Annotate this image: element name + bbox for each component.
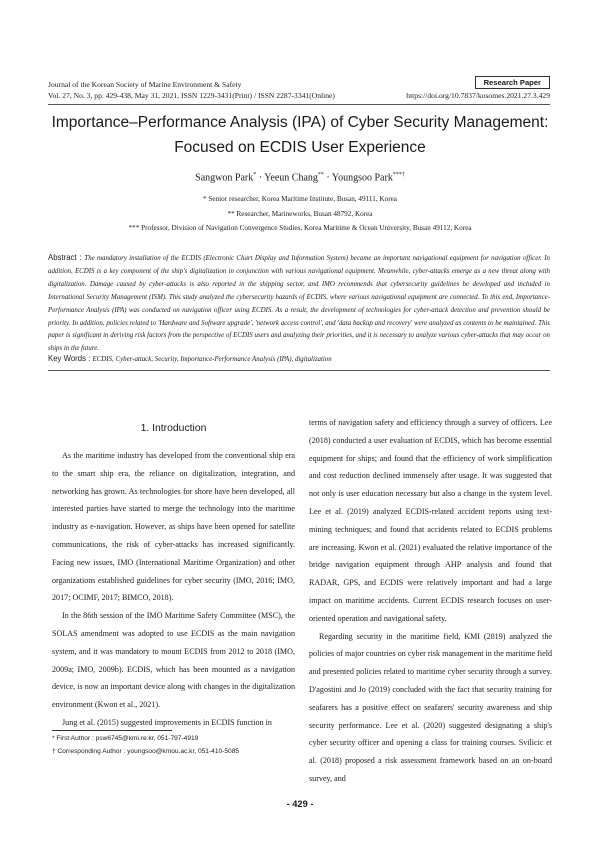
affiliation-3: *** Professor, Division of Navigation Convergence Studies, Korea Maritime & Ocean University, Busan 49112, Korea [128,224,472,232]
section-heading: 1. Introduction [140,423,207,434]
paper-title [30,110,570,160]
author-3: Youngsoo Park [331,172,393,184]
abstract-divider [48,370,550,371]
doi-link[interactable]: https://doi.org/10.7837/kosomes.2021.27.3.429 [406,91,550,100]
footnote-corresponding-author: † Corresponding Author : youngsoo@kmou.ac.kr, 051-410-5085 [52,748,240,755]
abstract-label: Abstract : [48,253,85,262]
author-separator: · [256,172,265,184]
journal-name: Journal of the Korean Society of Marine Environment & Safety [48,80,242,89]
author-2-mark: ** [317,172,324,178]
paragraph: As the maritime industry has developed from the conventional ship era to the smart ship era, the reliance on digitalization, integration, and networking has grown. As technologies for shore have been developed, all interested parties have started to merge the technology into the maritime industry as e-navigation. However, as ships have been opened for satellite communications, the risk of cyber-attacks has increased significantly. Facing new issues, IMO (International Maritime Organization) and other organizations established guidelines for cyber security (IMO, 2016; IMO, 2017; OCIMF, 2017; BIMCO, 2018). [52,451,295,603]
affiliation-1: * Senior researcher, Korea Maritime Institute, Busan, 49111, Korea [203,195,397,203]
author-3-mark: ***† [392,172,405,178]
affiliation-2: ** Researcher, Marineworks, Busan 48792, Korea [227,210,373,218]
paragraph: Regarding security in the maritime field, KMI (2019) analyzed the policies of major countries on cyber risk management in the maritime field and presented policies related to maritime cyber security through a survey. D'agostini and Jo (2019) concluded with the fact that security training for seafarers has a positive effect on seafarers' security awareness and ship security performance. Lee et al. (2020) suggested designating a ship's cyber security officer and opening a class for training courses. Svilicic et al. (2018) proposed a risk assessment framework based on an on-board survey, and [309,631,552,783]
keywords [48,354,550,363]
paragraph: In the 86th session of the IMO Maritime Safety Committee (MSC), the SOLAS amendment was adopted to use ECDIS as the main navigation system, and it was mandatory to mount ECDIS from 2012 to 2018 (IMO, 2009a; IMO, 2009b). ECDIS, which has been mounted as a navigation device, is now an important device along with changes in the digitalization environment (Kwon et al., 2021). [52,611,295,710]
paragraph: Jung et al. (2015) suggested improvements in ECDIS function in [62,717,272,727]
right-column [309,414,552,788]
author-2: Yeeun Chang [264,172,318,184]
paragraph: terms of navigation safety and efficiency through a survey of officers. Lee (2018) conducted a user evaluation of ECDIS, which has become essential equipment for ships; and found that the efficiency of work simplification and cost reduction declined immensely after usage. It was suggested that not only is user education necessary but also a change in the system level. Lee et al. (2019) analyzed ECDIS-related accident reports using text-mining techniques; and found that accidents related to ECDIS problems are increasing. Kwon et al. (2021) evaluated the relative importance of the bridge navigation equipment through AHP analysis and found that RADAR, GPS, and ECDIS were relatively important and had a large impact on maritime accidents. Current ECDIS research focuses on user-oriented operation and navigational safety. [309,418,552,623]
header-divider [48,104,550,105]
left-column [52,447,295,732]
footnote-divider [52,730,172,731]
footnote-first-author: * First Author : psw6745@kmi.re.kr, 051-797-4919 [52,735,199,742]
journal-info [48,80,335,101]
author-separator: · [323,172,332,184]
author-1-mark: * [253,172,257,178]
keywords-label: Key Words : [48,354,93,363]
abstract [48,252,550,356]
keywords-text: ECDIS, Cyber-attack, Security, Importance-Performance Analysis (IPA), digitalization [92,356,332,363]
title-line-2: Focused on ECDIS User Experience [174,139,426,156]
paper-type-badge: Research Paper [475,76,550,89]
journal-volume: Vol. 27, No. 3, pp. 429-438, May 31, 2021, ISSN 1229-3431(Print) / ISSN 2287-3341(Online) [48,90,335,100]
author-1: Sangwon Park [195,172,254,184]
title-line-1: Importance–Performance Analysis (IPA) of Cyber Security Management: [51,114,549,131]
abstract-text: The mandatory installation of the ECDIS (Electronic Chart Display and Information System) became an important navigational equipment for navigation officer. In addition, ECDIS is a key component of the ship's digitalization in conjunction with various navigational equipment. Meanwhile, cyber-attacks emerge as a new threat along with digitalization. Damage caused by cyber-attacks is also reported in the shipping sector, and IMO recommends that cybersecurity guidelines be developed and included in International Security Management (ISM). This study analyzed the cybersecurity hazards of ECDIS, where various navigational equipment are connected. To this end, Importance-Performance Analysis (IPA) was conducted on navigation officer using ECDIS. As a result, the development of technologies for cyber-attack detection and prevention should be priority. In addition, policies related to 'Hardware and Software upgrade', 'network access control', and 'data backup and recovery' were analyzed as contents to be maintained. This paper is significant in deriving risk factors from the perspective of ECDIS users and analyzing their priorities, and it is necessary to analyze various cyber-attacks that may occur on ships in the future. [48,255,550,353]
page-number: - 429 - [286,799,314,809]
author-list [30,172,570,183]
